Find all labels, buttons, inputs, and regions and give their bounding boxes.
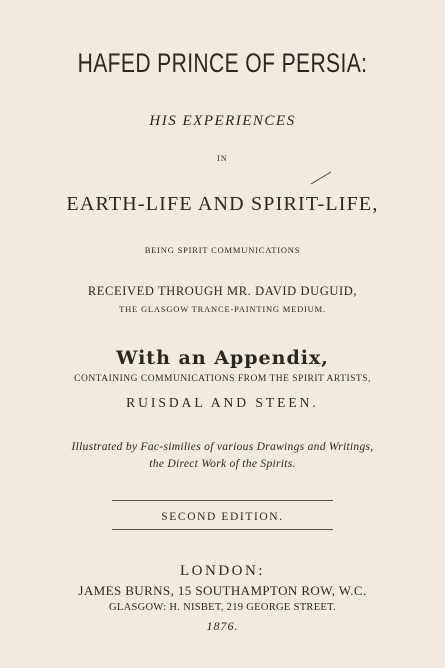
connector-word: IN: [217, 154, 228, 163]
illustrated-line-1: Illustrated by Fac-similies of various Drawings and Writings,: [71, 441, 374, 453]
subtitle: HIS EXPERIENCES: [149, 113, 296, 129]
main-subject: EARTH-LIFE AND SPIRIT-LIFE,: [66, 193, 379, 215]
medium-line: THE GLASGOW TRANCE-PAINTING MEDIUM.: [119, 304, 326, 314]
appendix-heading: With an Appendix,: [116, 347, 329, 369]
received-line: RECEIVED THROUGH MR. DAVID DUGUID,: [87, 284, 358, 298]
imprint-year: 1876.: [206, 619, 239, 633]
edition-label: SECOND EDITION.: [161, 511, 284, 523]
imprint-city: LONDON:: [180, 563, 265, 579]
illustrated-line-2: the Direct Work of the Spirits.: [149, 458, 296, 470]
artists-line: RUISDAL AND STEEN.: [126, 395, 319, 410]
being-line: BEING SPIRIT COMMUNICATIONS: [144, 245, 301, 255]
divider-bottom: [112, 529, 333, 530]
book-title: HAFED PRINCE OF PERSIA:: [77, 48, 368, 78]
imprint-publisher: JAMES BURNS, 15 SOUTHAMPTON ROW, W.C.: [78, 583, 367, 598]
imprint-glasgow: GLASGOW: H. NISBET, 219 GEORGE STREET.: [108, 602, 337, 613]
divider-top: [112, 500, 333, 501]
pen-stroke-mark: [309, 170, 333, 186]
containing-line: CONTAINING COMMUNICATIONS FROM THE SPIRIT ARTISTS,: [74, 374, 371, 384]
